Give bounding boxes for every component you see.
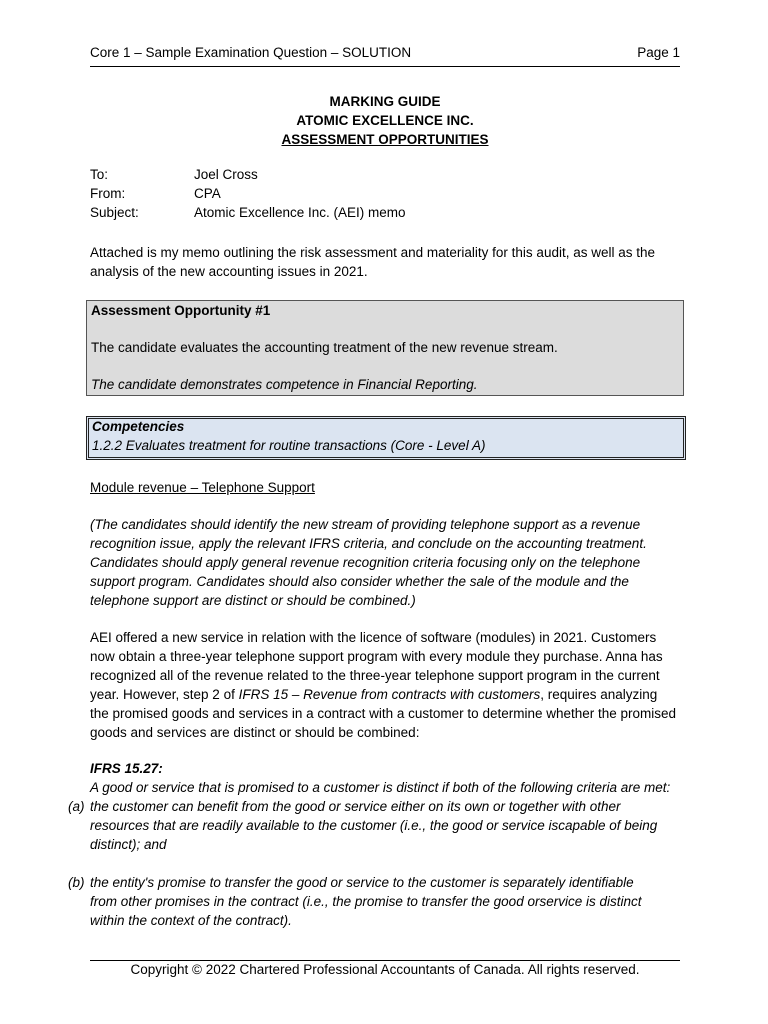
title-company: ATOMIC EXCELLENCE INC. xyxy=(296,113,474,128)
criterion-b xyxy=(68,873,684,930)
body-line-ifrs-reference xyxy=(90,685,680,704)
copyright-footer: Copyright © 2022 Chartered Professional Accountants of Canada. All rights reserved. xyxy=(130,962,640,977)
body-line: recognized all of the revenue related to the three-year telephone support program in the current xyxy=(90,668,660,683)
assessment-competence-line: The candidate demonstrates competence in Financial Reporting. xyxy=(91,377,478,392)
body-text: year. However, step 2 of xyxy=(90,687,239,702)
criterion-line: distinct); and xyxy=(90,837,167,852)
criterion-marker: (b) xyxy=(68,875,85,890)
criterion-line: the entity's promise to transfer the good or service to the customer is separately identifiable xyxy=(90,875,634,890)
competencies-box xyxy=(86,416,686,460)
guidance-line: (The candidates should identify the new stream of providing telephone support as a revenue xyxy=(90,517,641,532)
header-title: Core 1 – Sample Examination Question – SOLUTION xyxy=(90,45,412,60)
intro-line: analysis of the new accounting issues in 2021. xyxy=(90,264,368,279)
title-marking-guide: MARKING GUIDE xyxy=(329,94,441,109)
intro-line: Attached is my memo outlining the risk assessment and materiality for this audit, as well as the xyxy=(90,245,655,260)
criterion-line: the customer can benefit from the good or service either on its own or together with other xyxy=(90,799,621,814)
ifrs-15-reference: IFRS 15 – Revenue from contracts with customers xyxy=(238,687,541,702)
body-line: now obtain a three-year telephone support program with every module they purchase. Anna has xyxy=(90,649,663,664)
assessment-line: The candidate evaluates the accounting treatment of the new revenue stream. xyxy=(91,340,558,355)
page-header xyxy=(90,44,680,67)
guidance-line: recognition issue, apply the relevant IFRS criteria, and conclude on the accounting treatment. xyxy=(90,536,647,551)
criterion-line: within the context of the contract). xyxy=(90,913,292,928)
body-line: the promised goods and services in a contract with a customer to determine whether the promised xyxy=(90,706,677,721)
body-paragraph xyxy=(90,628,680,742)
criterion-text xyxy=(90,873,680,930)
memo-to-row xyxy=(90,167,680,186)
memo-subject-label: Subject: xyxy=(90,205,139,220)
criterion-marker: (a) xyxy=(68,799,85,814)
ifrs-intro: A good or service that is promised to a customer is distinct if both of the following criteria are met: xyxy=(90,780,671,795)
body-line: AEI offered a new service in relation with the licence of software (modules) in 2021. Customers xyxy=(90,630,657,645)
section-heading: Module revenue – Telephone Support xyxy=(90,480,315,495)
guidance-paragraph xyxy=(90,515,680,610)
criterion-text xyxy=(90,797,680,854)
memo-from-label: From: xyxy=(90,186,126,201)
memo-subject-value: Atomic Excellence Inc. (AEI) memo xyxy=(194,205,406,220)
ifrs-heading: IFRS 15.27: xyxy=(90,761,163,776)
competency-item: 1.2.2 Evaluates treatment for routine transactions (Core - Level A) xyxy=(92,438,486,453)
intro-paragraph xyxy=(90,243,680,281)
memo-to-label: To: xyxy=(90,167,109,182)
criterion-line: from other promises in the contract (i.e., the promise to transfer the good orservice is distinct xyxy=(90,894,642,909)
guidance-line: telephone support are distinct or should be combined.) xyxy=(90,593,416,608)
page-number: Page 1 xyxy=(637,45,680,60)
body-text: , requires analyzing xyxy=(540,687,658,702)
competencies-title: Competencies xyxy=(92,419,185,434)
title-assessment: ASSESSMENT OPPORTUNITIES xyxy=(281,132,489,147)
memo-subject-row xyxy=(90,205,680,224)
body-line: goods and services are distinct or should be combined: xyxy=(90,725,420,740)
document-title-block xyxy=(90,92,680,149)
criterion-line: resources that are readily available to the customer (i.e., the good or service iscapable of being xyxy=(90,818,658,833)
memo-from-value: CPA xyxy=(194,186,221,201)
guidance-line: Candidates should apply general revenue recognition criteria focusing only on the telephone xyxy=(90,555,641,570)
guidance-line: support program. Candidates should also consider whether the sale of the module and the xyxy=(90,574,629,589)
footer-divider xyxy=(90,960,680,961)
assessment-opportunity-box xyxy=(86,300,684,396)
criterion-a xyxy=(68,797,684,854)
assessment-title: Assessment Opportunity #1 xyxy=(91,303,271,318)
memo-to-value: Joel Cross xyxy=(194,167,258,182)
memo-from-row xyxy=(90,186,680,205)
